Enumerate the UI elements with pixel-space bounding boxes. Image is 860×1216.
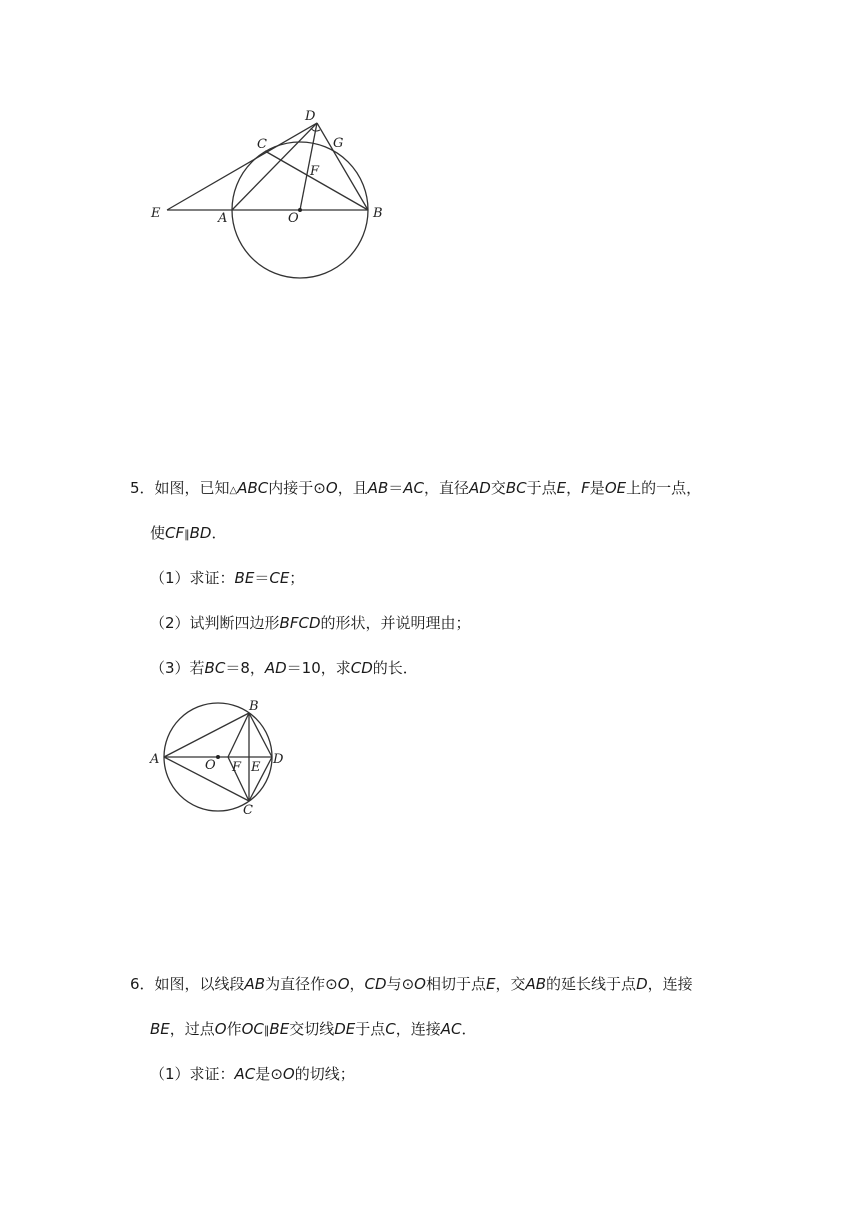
figure-circle-tangent bbox=[140, 100, 400, 285]
problem-5-question-1: （1）求证：BE＝CE； bbox=[150, 569, 305, 587]
line-bf-p5 bbox=[228, 713, 249, 757]
line-ab-p5 bbox=[164, 713, 249, 757]
line-ad bbox=[232, 123, 317, 210]
point-o-p5 bbox=[216, 755, 220, 759]
problem-6-line-1: 6．如图，以线段AB为直径作⊙O，CD与⊙O相切于点E，交AB的延长线于点D，连接 bbox=[130, 975, 693, 993]
label-o-p5: O bbox=[205, 758, 216, 773]
problem-6-question-1: （1）求证：AC是⊙O的切线； bbox=[150, 1065, 355, 1083]
figure-1-svg bbox=[140, 100, 400, 285]
label-a-p5: A bbox=[150, 752, 160, 767]
label-e-p5: E bbox=[251, 760, 261, 775]
problem-5-question-3: （3）若BC＝8，AD＝10，求CD的长． bbox=[150, 659, 418, 677]
label-f-p5: F bbox=[232, 760, 242, 775]
figure-2-svg bbox=[145, 695, 290, 820]
label-e: E bbox=[151, 206, 161, 221]
problem-5-question-2: （2）试判断四边形BFCD的形状，并说明理由； bbox=[150, 614, 471, 632]
problem-5-line-2: 使CF∥BD． bbox=[150, 524, 227, 542]
label-o: O bbox=[288, 211, 299, 226]
label-b: B bbox=[373, 206, 383, 221]
line-cb bbox=[265, 151, 368, 210]
label-c-p5: C bbox=[243, 803, 253, 818]
label-c: C bbox=[257, 137, 267, 152]
label-f: F bbox=[310, 164, 320, 179]
label-d-p5: D bbox=[273, 752, 284, 767]
label-a: A bbox=[218, 211, 228, 226]
figure-problem-5 bbox=[145, 695, 290, 820]
line-bd-p5 bbox=[249, 713, 272, 757]
line-ed bbox=[167, 123, 317, 210]
label-d: D bbox=[305, 109, 316, 124]
label-g: G bbox=[333, 136, 344, 151]
problem-5-line-1: 5．如图，已知△ABC内接于⊙O，且AB＝AC，直径AD交BC于点E，F是OE上的一点， bbox=[130, 479, 702, 497]
problem-6-line-2: BE，过点O作OC∥BE交切线DE于点C，连接AC． bbox=[150, 1020, 477, 1038]
label-b-p5: B bbox=[249, 699, 259, 714]
